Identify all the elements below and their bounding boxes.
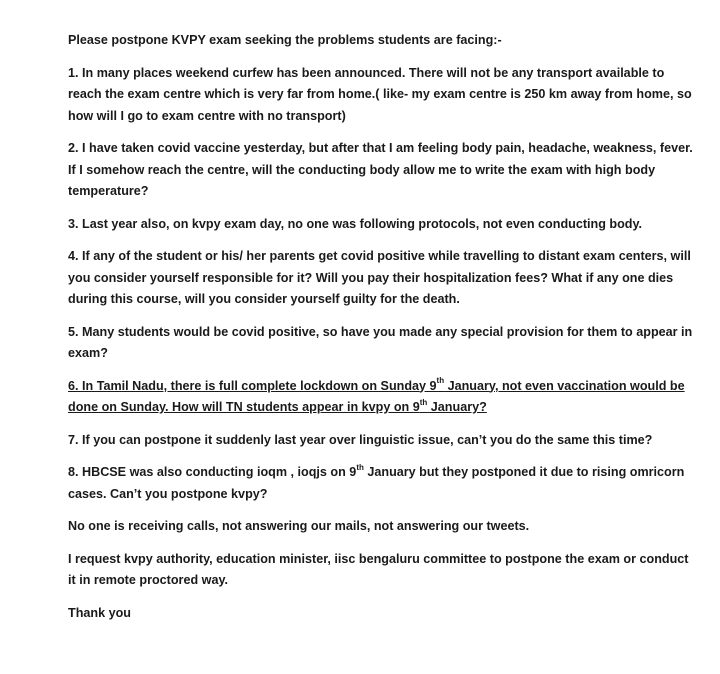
point-2: 2. I have taken covid vaccine yesterday, but after that I am feeling body pain, headache, weakness, fever. If I somehow reach the centre, will the conducting body allow me to write the exam with high body temperature? [68,141,693,198]
point-6-part-c: January? [427,400,487,414]
point-8-part-b: January but they postponed it due to rising omricorn cases. Can’t you postpone kvpy? [68,465,685,501]
point-8-sup: th [356,462,364,472]
point-5: 5. Many students would be covid positive, so have you made any special provision for them to appear in exam? [68,324,693,360]
point-1: 1. In many places weekend curfew has been announced. There will not be any transport available to reach the exam centre which is very far from home.( like- my exam centre is 250 km away from home, so how will I go to exam centre with no transport) [68,65,692,123]
document-body [68,30,698,635]
point-6-part-b: January, not even vaccination would be done on Sunday. How will TN students appear in kvpy on 9 [68,378,685,414]
point-6 [68,376,698,419]
point-8-part-a: 8. HBCSE was also conducting ioqm , ioqjs on 9 [68,465,357,479]
intro-text: Please postpone KVPY exam seeking the problems students are facing:- [68,33,502,47]
no-response-text: No one is receiving calls, not answering our mails, not answering our tweets. [68,519,530,533]
point-8 [68,462,698,505]
point-4: 4. If any of the student or his/ her parents get covid positive while travelling to distant exam centers, will you consider yourself responsible for it? Will you pay their hospitalization fees? What if any one dies during this course, will you consider yourself guilty for the death. [68,249,691,306]
point-6-sup-2: th [419,397,428,407]
point-7: 7. If you can postpone it suddenly last year over linguistic issue, can’t you do the same this time? [68,432,653,447]
point-3: 3. Last year also, on kvpy exam day, no one was following protocols, not even conducting body. [68,216,643,231]
point-6-part-a: 6. In Tamil Nadu, there is full complete lockdown on Sunday 9 [68,378,437,393]
closing-text: Thank you [68,605,131,620]
request-text: I request kvpy authority, education minister, iisc bengaluru committee to postpone the exam or conduct it in remote proctored way. [68,551,689,587]
point-6-sup-1: th [436,376,445,386]
